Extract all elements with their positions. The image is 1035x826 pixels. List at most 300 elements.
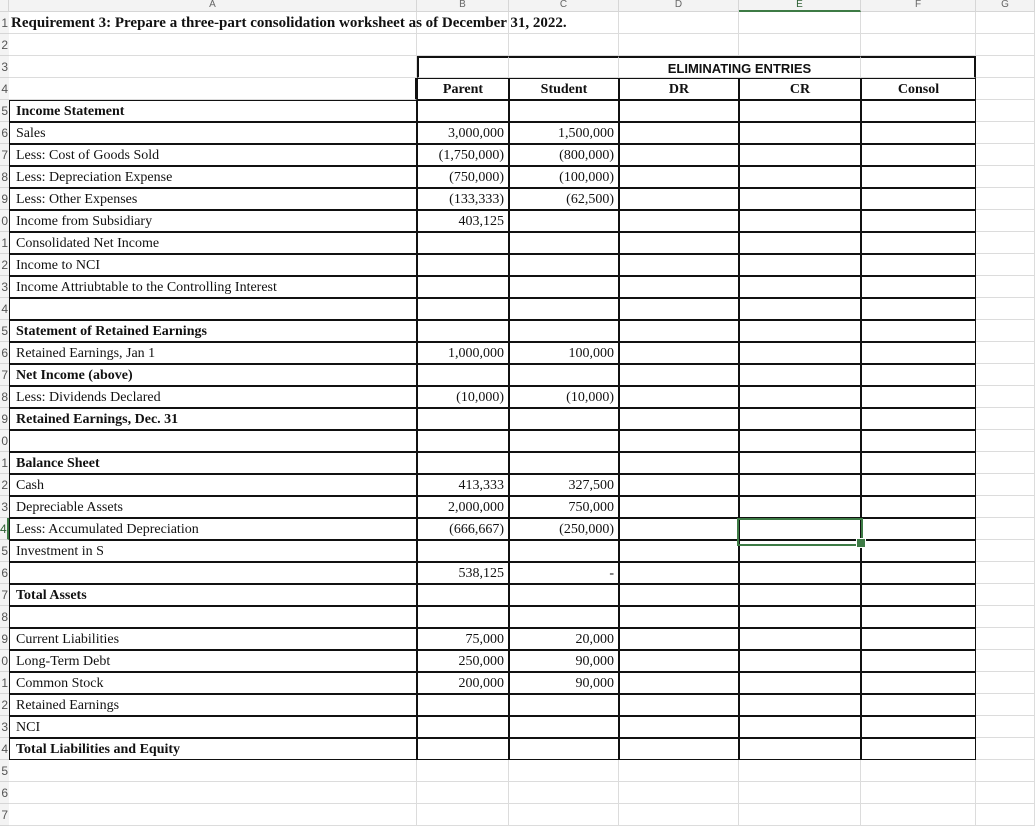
- student-value[interactable]: (250,000): [509, 518, 619, 540]
- parent-header[interactable]: Parent: [417, 78, 509, 100]
- parent-value[interactable]: (133,333): [417, 188, 509, 210]
- dr-value[interactable]: [619, 408, 739, 430]
- cell[interactable]: [976, 584, 1035, 606]
- parent-value[interactable]: 200,000: [417, 672, 509, 694]
- row-label[interactable]: Income to NCI: [9, 254, 417, 276]
- dr-value[interactable]: [619, 364, 739, 386]
- consol-value[interactable]: [861, 628, 976, 650]
- consol-value[interactable]: [861, 518, 976, 540]
- cell[interactable]: [976, 78, 1035, 100]
- consol-value[interactable]: [861, 276, 976, 298]
- cell[interactable]: [739, 34, 861, 56]
- row-header[interactable]: 7: [0, 364, 9, 386]
- row-label[interactable]: Income Attriubtable to the Controlling Interest: [9, 276, 417, 298]
- consol-value[interactable]: [861, 320, 976, 342]
- cell[interactable]: [417, 782, 509, 804]
- row-header[interactable]: 5: [0, 100, 9, 122]
- consol-value[interactable]: [861, 166, 976, 188]
- student-value[interactable]: 90,000: [509, 650, 619, 672]
- parent-value[interactable]: [417, 408, 509, 430]
- dr-value[interactable]: [619, 540, 739, 562]
- row-label[interactable]: NCI: [9, 716, 417, 738]
- cr-value[interactable]: [739, 474, 861, 496]
- cell[interactable]: [976, 540, 1035, 562]
- consol-value[interactable]: [861, 474, 976, 496]
- dr-value[interactable]: [619, 122, 739, 144]
- cell[interactable]: [976, 386, 1035, 408]
- row-label[interactable]: Current Liabilities: [9, 628, 417, 650]
- student-value[interactable]: [509, 716, 619, 738]
- cr-value[interactable]: [739, 298, 861, 320]
- dr-value[interactable]: [619, 562, 739, 584]
- cell[interactable]: [509, 34, 619, 56]
- cell[interactable]: [976, 408, 1035, 430]
- row-label[interactable]: [9, 562, 417, 584]
- parent-value[interactable]: (750,000): [417, 166, 509, 188]
- dr-value[interactable]: [619, 188, 739, 210]
- cell[interactable]: [976, 562, 1035, 584]
- row-header[interactable]: 2: [0, 694, 9, 716]
- student-value[interactable]: -: [509, 562, 619, 584]
- row-header[interactable]: 7: [0, 584, 9, 606]
- dr-value[interactable]: [619, 628, 739, 650]
- cell[interactable]: [9, 782, 417, 804]
- dr-value[interactable]: [619, 452, 739, 474]
- student-value[interactable]: [509, 606, 619, 628]
- column-header[interactable]: C: [509, 0, 619, 12]
- column-header[interactable]: F: [861, 0, 976, 12]
- row-label[interactable]: Long-Term Debt: [9, 650, 417, 672]
- cell[interactable]: [976, 188, 1035, 210]
- cell[interactable]: [976, 210, 1035, 232]
- dr-value[interactable]: [619, 584, 739, 606]
- student-value[interactable]: [509, 408, 619, 430]
- cr-value[interactable]: [739, 320, 861, 342]
- cr-value[interactable]: [739, 100, 861, 122]
- consol-value[interactable]: [861, 540, 976, 562]
- cell[interactable]: [976, 804, 1035, 826]
- dr-value[interactable]: [619, 298, 739, 320]
- cell[interactable]: [976, 496, 1035, 518]
- column-header[interactable]: D: [619, 0, 739, 12]
- row-header[interactable]: 9: [0, 628, 9, 650]
- row-label[interactable]: Investment in S: [9, 540, 417, 562]
- cell[interactable]: [976, 298, 1035, 320]
- parent-value[interactable]: [417, 276, 509, 298]
- consol-value[interactable]: [861, 408, 976, 430]
- cell[interactable]: [861, 760, 976, 782]
- cell[interactable]: [976, 12, 1035, 34]
- row-header[interactable]: 6: [0, 342, 9, 364]
- parent-value[interactable]: [417, 716, 509, 738]
- row-header[interactable]: 0: [0, 430, 9, 452]
- cr-value[interactable]: [739, 650, 861, 672]
- student-value[interactable]: (62,500): [509, 188, 619, 210]
- row-label[interactable]: Less: Accumulated Depreciation: [9, 518, 417, 540]
- cell[interactable]: [417, 804, 509, 826]
- cell[interactable]: [976, 452, 1035, 474]
- cr-value[interactable]: [739, 672, 861, 694]
- dr-value[interactable]: [619, 254, 739, 276]
- parent-value[interactable]: [417, 364, 509, 386]
- cell[interactable]: [417, 34, 509, 56]
- dr-value[interactable]: [619, 320, 739, 342]
- row-header[interactable]: 4: [0, 518, 9, 540]
- dr-value[interactable]: [619, 144, 739, 166]
- student-value[interactable]: (10,000): [509, 386, 619, 408]
- dr-value[interactable]: [619, 518, 739, 540]
- parent-value[interactable]: 413,333: [417, 474, 509, 496]
- cell[interactable]: [739, 804, 861, 826]
- row-header[interactable]: 1: [0, 452, 9, 474]
- cr-value[interactable]: [739, 540, 861, 562]
- consol-value[interactable]: [861, 738, 976, 760]
- cell[interactable]: [976, 56, 1035, 78]
- row-label[interactable]: [9, 430, 417, 452]
- cell[interactable]: [739, 12, 861, 34]
- cr-value[interactable]: [739, 694, 861, 716]
- cr-value[interactable]: [739, 408, 861, 430]
- row-header[interactable]: 6: [0, 122, 9, 144]
- consol-value[interactable]: [861, 364, 976, 386]
- cell[interactable]: [861, 34, 976, 56]
- student-value[interactable]: 20,000: [509, 628, 619, 650]
- row-label[interactable]: Total Assets: [9, 584, 417, 606]
- consol-value[interactable]: [861, 188, 976, 210]
- cell[interactable]: [509, 760, 619, 782]
- parent-value[interactable]: 403,125: [417, 210, 509, 232]
- parent-value[interactable]: [417, 540, 509, 562]
- cell[interactable]: [976, 738, 1035, 760]
- dr-value[interactable]: [619, 276, 739, 298]
- cell[interactable]: [509, 782, 619, 804]
- cr-value[interactable]: [739, 584, 861, 606]
- parent-value[interactable]: [417, 738, 509, 760]
- parent-value[interactable]: [417, 584, 509, 606]
- consol-value[interactable]: [861, 342, 976, 364]
- consol-value[interactable]: [861, 650, 976, 672]
- consol-value[interactable]: [861, 584, 976, 606]
- consol-value[interactable]: [861, 562, 976, 584]
- row-label[interactable]: [9, 298, 417, 320]
- student-value[interactable]: (100,000): [509, 166, 619, 188]
- cell[interactable]: [861, 804, 976, 826]
- parent-value[interactable]: [417, 694, 509, 716]
- parent-value[interactable]: (1,750,000): [417, 144, 509, 166]
- cell[interactable]: [417, 56, 509, 78]
- row-header[interactable]: 5: [0, 320, 9, 342]
- cell[interactable]: [9, 34, 417, 56]
- column-header[interactable]: E: [739, 0, 861, 12]
- row-header[interactable]: 7: [0, 804, 9, 826]
- parent-value[interactable]: [417, 254, 509, 276]
- cr-value[interactable]: [739, 518, 861, 540]
- row-header[interactable]: 4: [0, 298, 9, 320]
- dr-value[interactable]: [619, 210, 739, 232]
- student-value[interactable]: [509, 100, 619, 122]
- cell[interactable]: [417, 12, 509, 34]
- cr-value[interactable]: [739, 276, 861, 298]
- row-label[interactable]: Less: Cost of Goods Sold: [9, 144, 417, 166]
- cr-value[interactable]: [739, 738, 861, 760]
- cell[interactable]: [509, 804, 619, 826]
- row-label[interactable]: Less: Other Expenses: [9, 188, 417, 210]
- student-value[interactable]: 750,000: [509, 496, 619, 518]
- row-label[interactable]: [9, 606, 417, 628]
- cr-value[interactable]: [739, 144, 861, 166]
- consol-value[interactable]: [861, 144, 976, 166]
- cell[interactable]: [509, 12, 619, 34]
- select-all-corner[interactable]: [0, 0, 9, 12]
- student-value[interactable]: [509, 452, 619, 474]
- parent-value[interactable]: 538,125: [417, 562, 509, 584]
- parent-value[interactable]: [417, 452, 509, 474]
- student-value[interactable]: [509, 298, 619, 320]
- cell[interactable]: [9, 804, 417, 826]
- row-header[interactable]: 3: [0, 716, 9, 738]
- cr-value[interactable]: [739, 452, 861, 474]
- row-header[interactable]: 8: [0, 386, 9, 408]
- cell[interactable]: [976, 100, 1035, 122]
- dr-value[interactable]: [619, 100, 739, 122]
- cell[interactable]: [976, 34, 1035, 56]
- student-value[interactable]: 90,000: [509, 672, 619, 694]
- row-label[interactable]: Net Income (above): [9, 364, 417, 386]
- cell[interactable]: [976, 122, 1035, 144]
- cell[interactable]: [976, 518, 1035, 540]
- row-header[interactable]: 8: [0, 606, 9, 628]
- cell[interactable]: [739, 782, 861, 804]
- dr-value[interactable]: [619, 342, 739, 364]
- row-header[interactable]: 2: [0, 34, 9, 56]
- student-value[interactable]: [509, 584, 619, 606]
- cr-value[interactable]: [739, 254, 861, 276]
- row-label[interactable]: Retained Earnings, Dec. 31: [9, 408, 417, 430]
- student-value[interactable]: [509, 430, 619, 452]
- cell[interactable]: [976, 474, 1035, 496]
- cr-value[interactable]: [739, 562, 861, 584]
- row-header[interactable]: 5: [0, 540, 9, 562]
- cell[interactable]: [619, 12, 739, 34]
- cell[interactable]: [861, 782, 976, 804]
- student-value[interactable]: (800,000): [509, 144, 619, 166]
- cell[interactable]: [976, 364, 1035, 386]
- consol-value[interactable]: [861, 430, 976, 452]
- cr-value[interactable]: [739, 496, 861, 518]
- student-value[interactable]: [509, 320, 619, 342]
- row-label[interactable]: Less: Depreciation Expense: [9, 166, 417, 188]
- row-label[interactable]: Cash: [9, 474, 417, 496]
- student-value[interactable]: [509, 540, 619, 562]
- cr-value[interactable]: [739, 716, 861, 738]
- cell[interactable]: [976, 430, 1035, 452]
- cell[interactable]: [976, 342, 1035, 364]
- cr-value[interactable]: [739, 188, 861, 210]
- cell[interactable]: [976, 144, 1035, 166]
- row-header[interactable]: 9: [0, 188, 9, 210]
- cell[interactable]: [976, 320, 1035, 342]
- consol-value[interactable]: [861, 694, 976, 716]
- row-header[interactable]: 0: [0, 650, 9, 672]
- consol-value[interactable]: [861, 232, 976, 254]
- cr-value[interactable]: [739, 628, 861, 650]
- row-label[interactable]: Common Stock: [9, 672, 417, 694]
- row-label[interactable]: Income Statement: [9, 100, 417, 122]
- column-header[interactable]: G: [976, 0, 1035, 12]
- eliminating-entries-header[interactable]: ELIMINATING ENTRIES: [619, 56, 861, 78]
- dr-value[interactable]: [619, 430, 739, 452]
- consol-value[interactable]: [861, 386, 976, 408]
- dr-value[interactable]: [619, 738, 739, 760]
- parent-value[interactable]: 75,000: [417, 628, 509, 650]
- student-value[interactable]: [509, 254, 619, 276]
- row-header[interactable]: 0: [0, 210, 9, 232]
- dr-value[interactable]: [619, 716, 739, 738]
- cr-value[interactable]: [739, 232, 861, 254]
- student-value[interactable]: 100,000: [509, 342, 619, 364]
- dr-value[interactable]: [619, 232, 739, 254]
- parent-value[interactable]: 1,000,000: [417, 342, 509, 364]
- row-header[interactable]: 3: [0, 496, 9, 518]
- parent-value[interactable]: 2,000,000: [417, 496, 509, 518]
- row-label[interactable]: Less: Dividends Declared: [9, 386, 417, 408]
- cell[interactable]: [9, 56, 417, 78]
- parent-value[interactable]: (10,000): [417, 386, 509, 408]
- dr-value[interactable]: [619, 496, 739, 518]
- column-header[interactable]: A: [9, 0, 417, 12]
- student-value[interactable]: 1,500,000: [509, 122, 619, 144]
- consol-value[interactable]: [861, 716, 976, 738]
- row-label[interactable]: Income from Subsidiary: [9, 210, 417, 232]
- parent-value[interactable]: [417, 298, 509, 320]
- cell[interactable]: [739, 760, 861, 782]
- cell[interactable]: [976, 628, 1035, 650]
- cell[interactable]: [861, 56, 976, 78]
- consol-value[interactable]: [861, 496, 976, 518]
- dr-value[interactable]: [619, 650, 739, 672]
- consol-value[interactable]: [861, 452, 976, 474]
- row-label[interactable]: Sales: [9, 122, 417, 144]
- cell[interactable]: [619, 34, 739, 56]
- cell[interactable]: [509, 56, 619, 78]
- cell[interactable]: [417, 760, 509, 782]
- row-header[interactable]: 1: [0, 232, 9, 254]
- consol-value[interactable]: [861, 100, 976, 122]
- cell[interactable]: [9, 760, 417, 782]
- parent-value[interactable]: [417, 430, 509, 452]
- cell[interactable]: [976, 760, 1035, 782]
- student-value[interactable]: [509, 738, 619, 760]
- dr-value[interactable]: [619, 386, 739, 408]
- cell[interactable]: [619, 782, 739, 804]
- row-label[interactable]: Balance Sheet: [9, 452, 417, 474]
- dr-value[interactable]: [619, 474, 739, 496]
- dr-value[interactable]: [619, 694, 739, 716]
- student-value[interactable]: [509, 210, 619, 232]
- cr-value[interactable]: [739, 606, 861, 628]
- cr-value[interactable]: [739, 430, 861, 452]
- cell[interactable]: [976, 276, 1035, 298]
- fill-handle[interactable]: [856, 538, 866, 548]
- cell[interactable]: [976, 716, 1035, 738]
- cell[interactable]: [976, 254, 1035, 276]
- row-header[interactable]: 3: [0, 56, 9, 78]
- dr-value[interactable]: [619, 672, 739, 694]
- cr-value[interactable]: [739, 342, 861, 364]
- student-value[interactable]: [509, 364, 619, 386]
- consol-value[interactable]: [861, 606, 976, 628]
- row-header[interactable]: 9: [0, 408, 9, 430]
- student-header[interactable]: Student: [509, 78, 619, 100]
- parent-value[interactable]: [417, 320, 509, 342]
- column-header[interactable]: B: [417, 0, 509, 12]
- parent-value[interactable]: 3,000,000: [417, 122, 509, 144]
- cr-value[interactable]: [739, 122, 861, 144]
- cell[interactable]: [976, 606, 1035, 628]
- consol-value[interactable]: [861, 672, 976, 694]
- row-header[interactable]: 4: [0, 738, 9, 760]
- cr-header[interactable]: CR: [739, 78, 861, 100]
- row-label[interactable]: Retained Earnings: [9, 694, 417, 716]
- row-header[interactable]: 2: [0, 474, 9, 496]
- cell[interactable]: [861, 12, 976, 34]
- parent-value[interactable]: (666,667): [417, 518, 509, 540]
- cell[interactable]: [9, 78, 417, 100]
- row-header[interactable]: 6: [0, 782, 9, 804]
- dr-value[interactable]: [619, 166, 739, 188]
- row-header[interactable]: 2: [0, 254, 9, 276]
- row-label[interactable]: Retained Earnings, Jan 1: [9, 342, 417, 364]
- row-label[interactable]: Depreciable Assets: [9, 496, 417, 518]
- row-header[interactable]: 6: [0, 562, 9, 584]
- parent-value[interactable]: [417, 606, 509, 628]
- student-value[interactable]: 327,500: [509, 474, 619, 496]
- cell[interactable]: [976, 782, 1035, 804]
- row-label[interactable]: Statement of Retained Earnings: [9, 320, 417, 342]
- cr-value[interactable]: [739, 210, 861, 232]
- student-value[interactable]: [509, 276, 619, 298]
- cr-value[interactable]: [739, 166, 861, 188]
- cell[interactable]: [976, 166, 1035, 188]
- cell[interactable]: [976, 694, 1035, 716]
- dr-value[interactable]: [619, 606, 739, 628]
- parent-value[interactable]: 250,000: [417, 650, 509, 672]
- cell[interactable]: [619, 804, 739, 826]
- consol-value[interactable]: [861, 122, 976, 144]
- consol-header[interactable]: Consol: [861, 78, 976, 100]
- row-label[interactable]: Total Liabilities and Equity: [9, 738, 417, 760]
- worksheet-title[interactable]: Requirement 3: Prepare a three-part consolidation worksheet as of December 31, 2022.: [9, 12, 417, 34]
- row-label[interactable]: Consolidated Net Income: [9, 232, 417, 254]
- consol-value[interactable]: [861, 254, 976, 276]
- cell[interactable]: [976, 650, 1035, 672]
- cell[interactable]: [976, 672, 1035, 694]
- student-value[interactable]: [509, 694, 619, 716]
- parent-value[interactable]: [417, 232, 509, 254]
- row-header[interactable]: 3: [0, 276, 9, 298]
- row-header[interactable]: 5: [0, 760, 9, 782]
- row-header[interactable]: 4: [0, 78, 9, 100]
- cr-value[interactable]: [739, 364, 861, 386]
- row-header[interactable]: 1: [0, 672, 9, 694]
- consol-value[interactable]: [861, 298, 976, 320]
- row-header[interactable]: 7: [0, 144, 9, 166]
- cell[interactable]: [619, 760, 739, 782]
- row-header[interactable]: 8: [0, 166, 9, 188]
- parent-value[interactable]: [417, 100, 509, 122]
- dr-header[interactable]: DR: [619, 78, 739, 100]
- student-value[interactable]: [509, 232, 619, 254]
